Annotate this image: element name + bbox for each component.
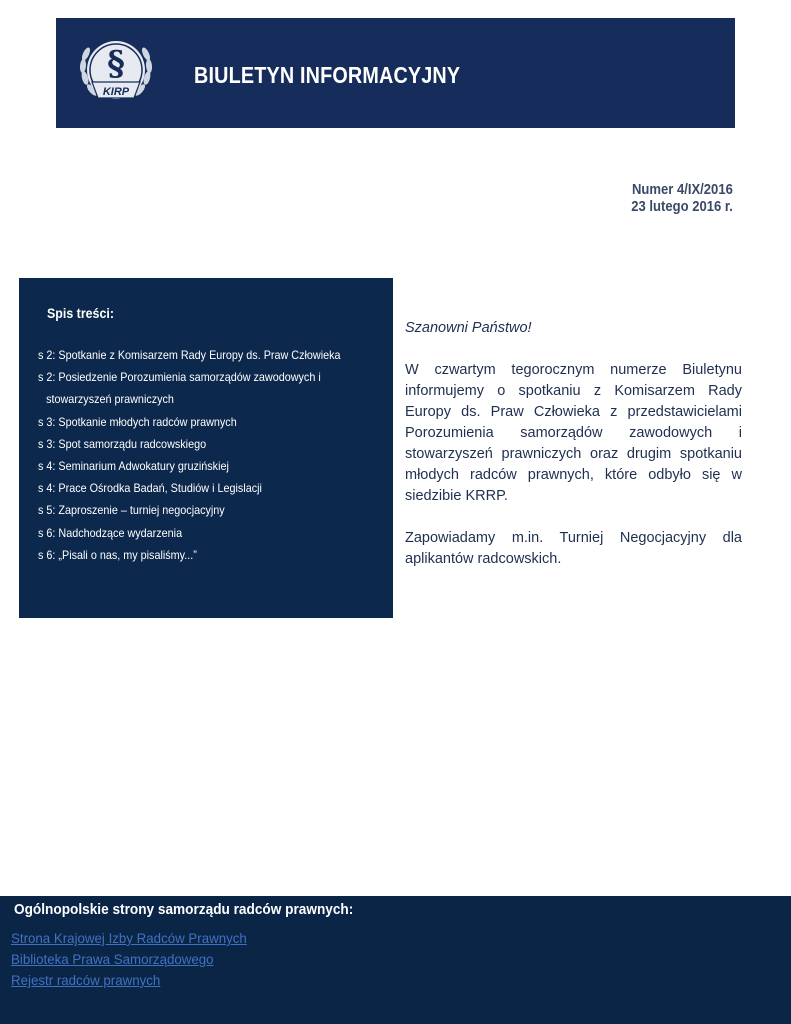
toc-item (38, 433, 344, 455)
issue-number: Numer 4/IX/2016 (632, 182, 733, 198)
toc-item (38, 366, 344, 410)
toc-item (38, 344, 344, 366)
toc-item-continuation: stowarzyszeń prawniczych (46, 392, 174, 407)
issue-info (620, 182, 733, 216)
header-banner (56, 18, 735, 128)
link-krrp-site[interactable]: Strona Krajowej Izby Radców Prawnych (11, 930, 247, 946)
toc-item-text: s 4: Seminarium Adwokatury gruzińskiej (38, 459, 229, 474)
toc-item-text: s 2: Posiedzenie Porozumienia samorządów zawodowych i (38, 370, 321, 385)
toc-item-text: s 3: Spotkanie młodych radców prawnych (38, 414, 237, 429)
link-counsel-register[interactable]: Rejestr radców prawnych (11, 972, 161, 988)
toc-item (38, 499, 344, 521)
link-law-library[interactable]: Biblioteka Prawa Samorządowego (11, 951, 214, 967)
toc-item (38, 455, 344, 477)
letter-greeting: Szanowni Państwo! (405, 320, 532, 336)
section-symbol: § (107, 44, 125, 84)
toc-title: Spis treści: (47, 306, 114, 321)
toc-item-text: s 6: Nadchodzące wydarzenia (38, 525, 183, 540)
krip-logo (76, 32, 156, 114)
editorial-letter (405, 318, 742, 570)
toc-item (38, 522, 344, 544)
footer-title: Ogólnopolskie strony samorządu radców prawnych: (14, 902, 354, 918)
toc-item-text: s 3: Spot samorządu radcowskiego (38, 436, 207, 451)
letter-paragraph: Zapowiadamy m.in. Turniej Negocjacyjny dla aplikantów radcowskich. (405, 530, 742, 567)
toc-item-text: s 6: „Pisali o nas, my pisaliśmy...” (38, 547, 197, 562)
footer-links (11, 928, 259, 991)
bulletin-title: BIULETYN INFORMACYJNY (194, 62, 461, 88)
toc-list (38, 344, 378, 566)
footer (0, 896, 791, 1024)
letter-paragraph: W czwartym tegorocznym numerze Biuletynu informujemy o spotkaniu z Komisarzem Rady Europy ds. Praw Człowieka z przedstawicielami Porozumienia samorządów zawodowych i stowarzyszeń prawniczych oraz drugim spotkaniu młodych radców prawnych, które odbyło się w siedzibie KRRP. (405, 362, 742, 504)
toc-item-text: s 2: Spotkanie z Komisarzem Rady Europy ds. Praw Człowieka (38, 348, 341, 362)
toc-item (38, 411, 344, 433)
issue-date: 23 lutego 2016 r. (631, 199, 733, 215)
logo-text: KIRP (102, 86, 130, 98)
toc-item (38, 477, 344, 499)
toc-item (38, 544, 344, 566)
toc-item-text: s 5: Zaproszenie – turniej negocjacyjny (38, 503, 225, 518)
toc-item-text: s 4: Prace Ośrodka Badań, Studiów i Legislacji (38, 481, 262, 496)
table-of-contents (19, 278, 393, 618)
